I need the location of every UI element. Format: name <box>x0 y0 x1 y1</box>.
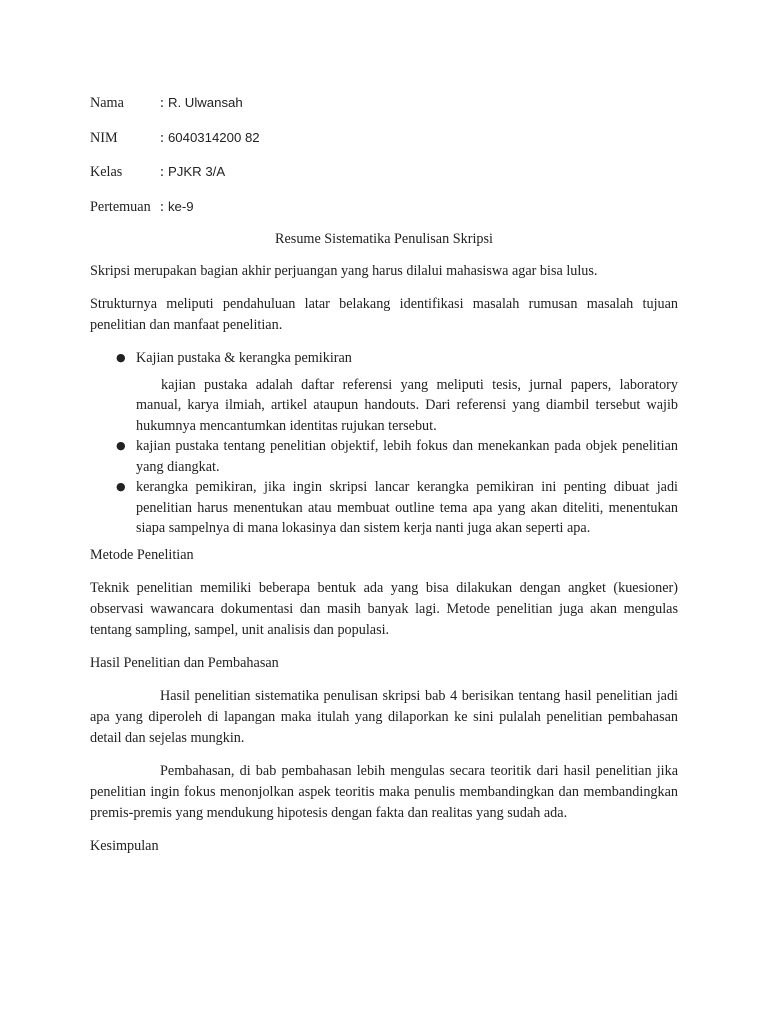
document-title: Resume Sistematika Penulisan Skripsi <box>275 231 493 247</box>
hasil-paragraph: Hasil penelitian sistematika penulisan skripsi bab 4 berisikan tentang hasil penelitian jadi apa yang diperoleh di lapangan maka itulah yang dilaporkan ke sini pulalah penelitian pembahasan detail dan sejelas mungkin. <box>90 687 678 746</box>
list-item-text: Kajian pustaka & kerangka pemikiran <box>136 350 352 366</box>
metode-paragraph: Teknik penelitian memiliki beberapa bentuk ada yang bisa dilakukan dengan angket (kuesioner) observasi wawancara dokumentasi dan masih banyak lagi. Metode penelitian juga akan mengulas tentang sampling, sampel, unit analisis dan populasi. <box>90 579 678 638</box>
intro-paragraph: Skripsi merupakan bagian akhir perjuangan yang harus dilalui mahasiswa agar bisa lulus. <box>90 263 598 279</box>
list-item <box>90 348 678 369</box>
info-value: 6040314200 82 <box>167 129 260 145</box>
section-heading-hasil: Hasil Penelitian dan Pembahasan <box>90 654 279 671</box>
list-item <box>90 436 678 477</box>
intro-paragraph: Strukturnya meliputi pendahuluan latar belakang identifikasi masalah rumusan masalah tujuan penelitian dan manfaat penelitian. <box>90 296 678 333</box>
info-value: PJKR 3/A <box>167 164 226 179</box>
info-separator: : <box>160 198 164 215</box>
info-row-kelas <box>90 162 678 182</box>
bullet-icon: ● <box>116 480 126 493</box>
info-separator: : <box>160 129 164 146</box>
info-value: R. Ulwansah <box>167 95 243 110</box>
bullet-icon: ● <box>116 439 126 452</box>
info-separator: : <box>160 95 164 111</box>
info-row-pertemuan <box>90 197 678 217</box>
info-label: Nama <box>90 95 124 111</box>
list-item-text: kerangka pemikiran, jika ingin skripsi lancar kerangka pemikiran ini penting dibuat jadi penelitian harus menentukan atau membuat outline tema apa yang akan diteliti, menentukan siapa sampelnya di mana lokasinya dan sistem kerja nanti juga akan seperti apa. <box>136 479 678 536</box>
bullet-icon: ● <box>116 351 126 364</box>
list-item-detail: kajian pustaka adalah daftar referensi yang meliputi tesis, jurnal papers, laboratory manual, karya ilmiah, artikel ataupun handouts. Dari referensi yang diambil tersebut wajib hukumnya mencantumkan identitas rujukan tersebut. <box>136 376 678 434</box>
bullet-list <box>90 348 678 369</box>
info-row-nama <box>90 93 678 113</box>
list-item <box>90 477 678 539</box>
pembahasan-paragraph: Pembahasan, di bab pembahasan lebih mengulas secara teoritik dari hasil penelitian jika penelitian ingin fokus menonjolkan aspek teoritis maka penulis membandingkan dan membandingkan premis-premis yang mendukung hipotesis dengan fakta dan realitas yang sudah ada. <box>90 762 678 821</box>
info-label: Kelas <box>90 164 123 180</box>
section-heading-metode: Metode Penelitian <box>90 546 194 563</box>
bullet-list <box>90 436 678 539</box>
info-value: ke-9 <box>167 198 194 214</box>
info-label: NIM <box>90 129 118 146</box>
section-heading-kesimpulan: Kesimpulan <box>90 837 159 854</box>
info-row-nim <box>90 128 678 148</box>
info-label: Pertemuan <box>90 198 151 215</box>
info-separator: : <box>160 164 164 180</box>
list-item-text: kajian pustaka tentang penelitian objektif, lebih fokus dan menekankan pada objek penelitian yang diangkat. <box>136 438 678 475</box>
